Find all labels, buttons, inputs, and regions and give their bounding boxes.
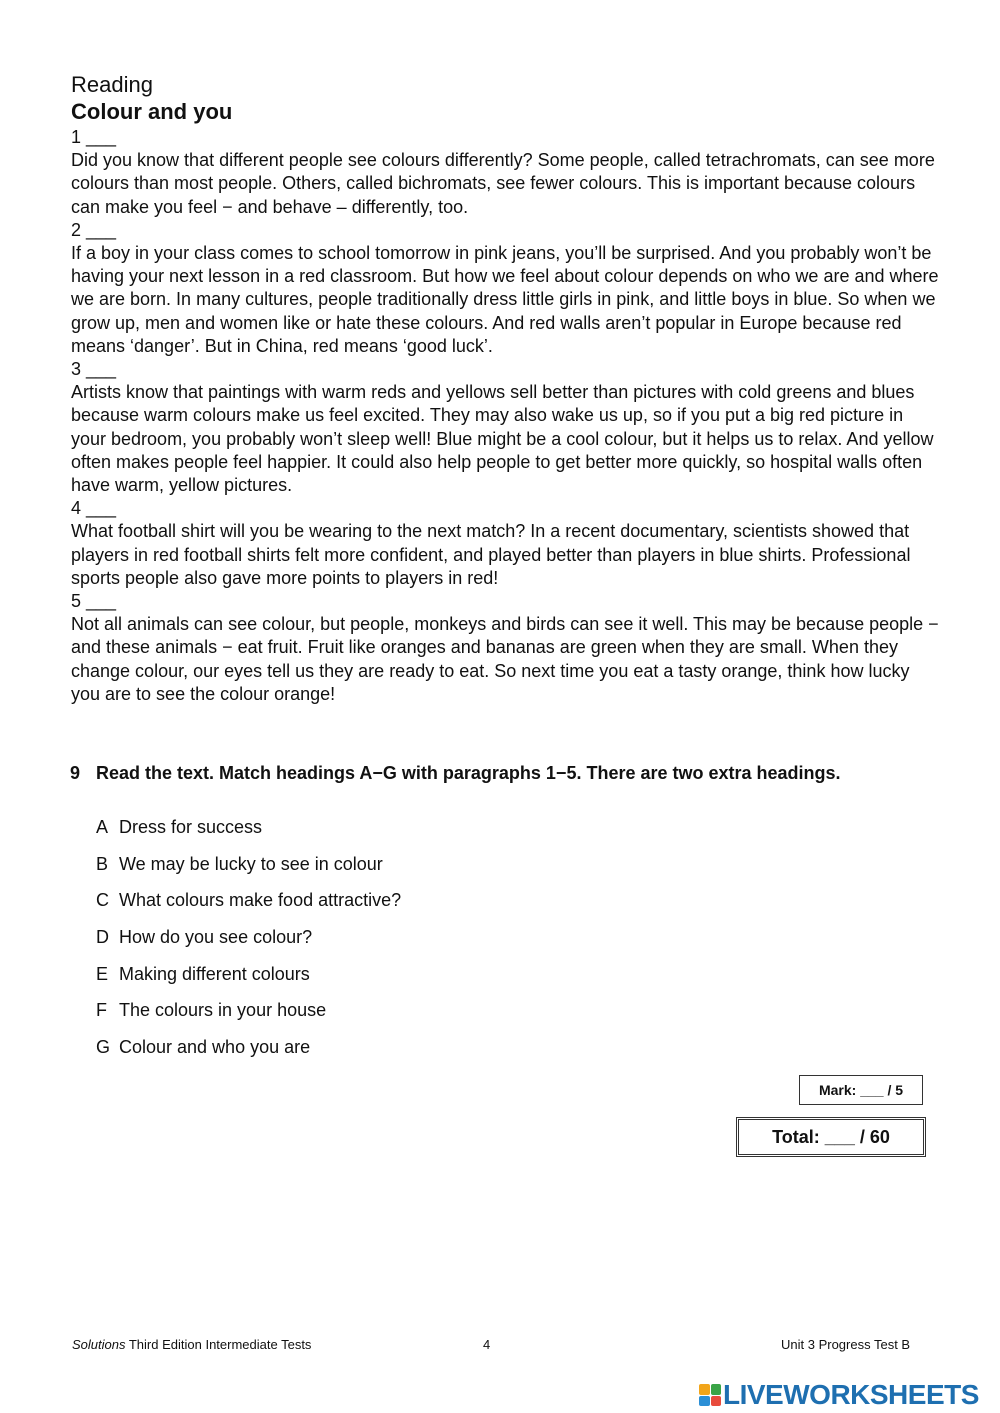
option-letter: B [96,853,109,874]
section-label: Reading [71,72,153,97]
footer-book-title [72,1337,311,1352]
option-text: Dress for success [119,817,263,837]
footer-series-name: Solutions [72,1337,126,1352]
paragraph-2 [71,219,941,358]
total-box: Total: ___ / 60 [736,1117,926,1157]
logo-tile-3 [699,1396,710,1407]
paragraph-3 [71,358,941,497]
liveworksheets-icon [699,1384,721,1406]
paragraph-number: 3 ___ [71,359,117,380]
option-d [96,927,401,964]
option-letter: G [96,1037,111,1058]
footer-test-name: Unit 3 Progress Test B [781,1337,911,1352]
footer-page-number: 4 [483,1337,491,1352]
option-e [96,964,401,1001]
logo-tile-4 [711,1396,722,1407]
liveworksheets-logo [699,1379,979,1411]
option-text: What colours make food attractive? [119,890,402,911]
page-title: Colour and you [71,99,233,124]
option-text: The colours in your house [119,1000,327,1021]
option-b [96,854,401,891]
option-text: How do you see colour? [119,927,313,948]
option-text: Making different colours [119,963,310,984]
paragraph-5 [71,590,941,706]
task-number: 9 [70,763,81,783]
paragraph-4 [71,497,941,590]
paragraph-text: If a boy in your class comes to school tomorrow in pink jeans, you’ll be surprised. And you probably won’t be having your next lesson in a red classroom. But how we feel about colour depends on who we are and where we are born. In many cultures, people traditionally dress little girls in pink, and little boys in blue. So when we grow up, men and women like or hate these colours. And red walls aren’t popular in Europe because red means ‘danger’. But in China, red means ‘good luck’. [71,243,939,356]
paragraph-number: 4 ___ [71,498,117,519]
option-letter: F [96,1000,107,1021]
option-letter: E [96,963,109,984]
task-text: Read the text. Match headings A−G with paragraphs 1−5. There are two extra headings. [96,763,841,783]
paragraph-number: 5 ___ [71,591,117,612]
heading-options [96,817,401,1074]
liveworksheets-wordmark: LIVEWORKSHEETS [723,1379,979,1410]
paragraph-text: Artists know that paintings with warm reds and yellows sell better than pictures with cold greens and blues because warm colours make us feel excited. They may also wake us up, so if you put a big red picture in your bedroom, you probably won’t sleep well! Blue might be a cool colour, but it helps us to relax. And yellow often makes people feel happier. It could also help people to get better more quickly, so hospital walls often have warm, yellow pictures. [71,382,934,496]
option-a [96,817,401,854]
footer-edition: Third Edition Intermediate Tests [125,1337,312,1352]
paragraph-text: Did you know that different people see colours differently? Some people, called tetrachromats, can see more colours than most people. Others, called bichromats, see fewer colours. This is important because colours can make you feel − and behave – differently, too. [71,150,935,217]
paragraph-text: What football shirt will you be wearing to the next match? In a recent documentary, scientists showed that players in red football shirts felt more confident, and played better than players in blue shirts. Professional sports people also gave more points to players in red! [71,521,911,588]
paragraph-text: Not all animals can see colour, but people, monkeys and birds can see it well. This may be because people − and these animals − eat fruit. Fruit like oranges and bananas are green when they are small. When they change colour, our eyes tell us they are ready to eat. So next time you eat a tasty orange, think how lucky you are to see the colour orange! [71,614,939,704]
task-instruction [70,762,870,784]
reading-text [71,126,941,706]
option-letter: C [96,890,109,911]
option-text: Colour and who you are [119,1037,311,1058]
logo-tile-1 [699,1384,710,1395]
option-c [96,890,401,927]
option-g [96,1037,401,1074]
mark-box: Mark: ___ / 5 [799,1075,923,1105]
paragraph-number: 2 ___ [71,219,117,240]
logo-tile-2 [711,1384,722,1395]
option-f [96,1000,401,1037]
option-text: We may be lucky to see in colour [119,853,383,874]
paragraph-1 [71,126,941,219]
option-letter: D [96,927,109,948]
option-letter: A [96,817,109,837]
paragraph-number: 1 ___ [71,127,117,147]
